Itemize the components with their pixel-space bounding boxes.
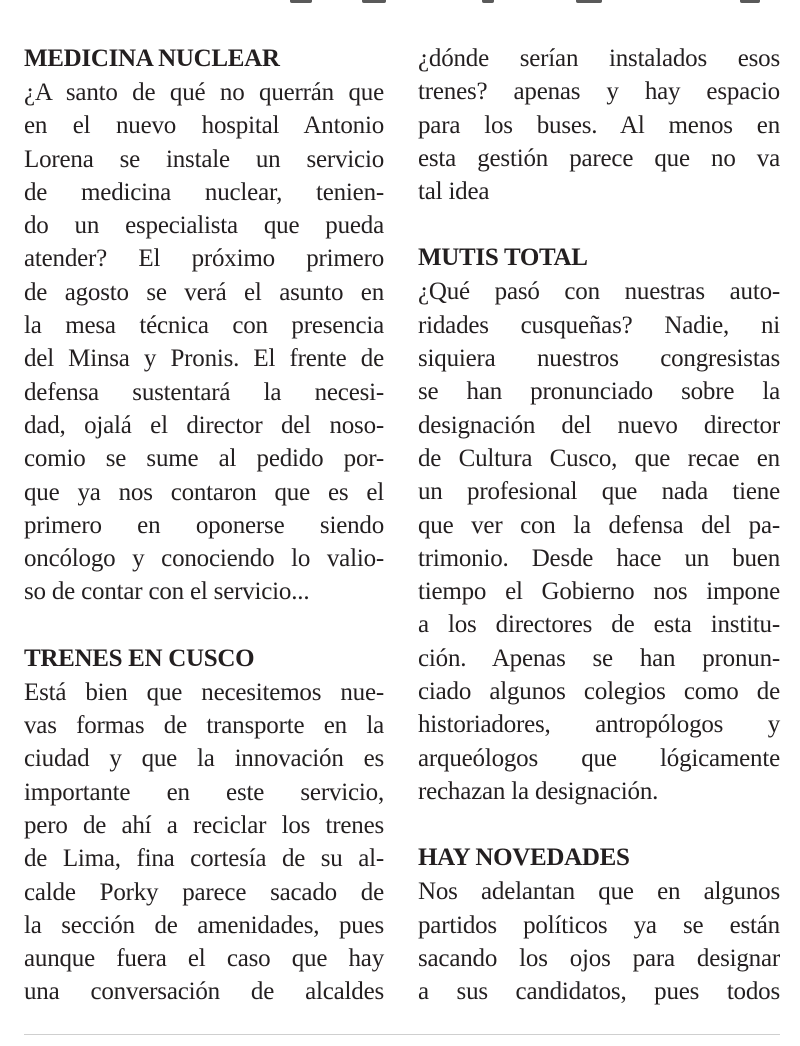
text-line: arqueólogos que lógicamente	[418, 744, 780, 772]
text-line: ¿dónde serían instalados esos	[418, 45, 780, 72]
crop-mark	[740, 0, 760, 3]
text-line: aunque fuera el caso que hay	[24, 945, 384, 973]
text-line: pero de ahí a reciclar los trenes	[24, 811, 384, 839]
section-heading: TRENES EN CUSCO	[24, 644, 255, 672]
section-body	[418, 275, 780, 808]
section-mutis-total	[418, 241, 780, 808]
text-line: dad, ojalá el director del noso-	[24, 411, 384, 439]
text-line: una conversación de alcaldes	[24, 978, 384, 1006]
crop-mark	[576, 0, 602, 3]
section-body	[418, 42, 780, 208]
left-column	[24, 42, 384, 1042]
text-line: de medicina nuclear, tenien-	[24, 178, 384, 206]
text-line: se han pronunciado sobre la	[418, 378, 780, 406]
text-line: ¿A santo de qué no querrán que	[24, 79, 384, 106]
text-line: trenes? apenas y hay espacio	[418, 78, 780, 106]
text-line: sacando los ojos para designar	[418, 944, 780, 972]
article-columns	[24, 42, 780, 1042]
text-line: de agosto se verá el asunto en	[24, 278, 384, 306]
text-line: a los directores de esta institu-	[418, 611, 780, 639]
text-line: Nos adelantan que en algunos	[418, 878, 780, 906]
text-line: partidos políticos ya se están	[418, 911, 780, 939]
section-body	[418, 875, 780, 1008]
section-hay-novedades	[418, 841, 780, 1008]
text-line: defensa sustentará la necesi-	[24, 378, 384, 406]
section-trenes-en-cusco	[24, 642, 384, 1009]
text-line: ciado algunos colegios como de	[418, 678, 780, 706]
section-heading: MUTIS TOTAL	[418, 244, 588, 272]
section-heading: HAY NOVEDADES	[418, 844, 630, 872]
text-line: del Minsa y Pronis. El frente de	[24, 345, 384, 373]
section-trenes-continued	[418, 42, 780, 208]
text-line: para los buses. Al menos en	[418, 111, 780, 139]
section-heading: MEDICINA NUCLEAR	[24, 45, 280, 72]
text-line: a sus candidatos, pues todos	[418, 978, 780, 1006]
text-line: ¿Qué pasó con nuestras auto-	[418, 278, 780, 306]
text-line: comio se sume al pedido por-	[24, 445, 384, 473]
text-line: de Cultura Cusco, que recae en	[418, 444, 780, 472]
text-line: atender? El próximo primero	[24, 245, 384, 273]
text-line: la sección de amenidades, pues	[24, 911, 384, 939]
text-line: primero en oponerse siendo	[24, 511, 384, 539]
text-line: que ya nos contaron que es el	[24, 478, 384, 506]
text-line: un profesional que nada tiene	[418, 478, 780, 506]
crop-mark	[482, 0, 494, 3]
text-line: ción. Apenas se han pronun-	[418, 644, 780, 672]
text-line: importante en este servicio,	[24, 778, 384, 806]
text-line: trimonio. Desde hace un buen	[418, 544, 780, 572]
text-line: ridades cusqueñas? Nadie, ni	[418, 311, 780, 339]
right-column	[418, 42, 780, 1042]
text-line: vas formas de transporte en la	[24, 712, 384, 740]
crop-mark	[362, 0, 386, 3]
text-line: so de contar con el servicio...	[24, 578, 310, 606]
section-medicina-nuclear	[24, 42, 384, 609]
text-line: en el nuevo hospital Antonio	[24, 112, 384, 140]
top-crop-marks	[0, 0, 800, 8]
text-line: la mesa técnica con presencia	[24, 312, 384, 340]
text-line: historiadores, antropólogos y	[418, 711, 780, 739]
text-line: tal idea	[418, 178, 490, 206]
crop-mark	[290, 0, 312, 3]
text-line: que ver con la defensa del pa-	[418, 511, 780, 539]
text-line: calde Porky parece sacado de	[24, 878, 384, 906]
text-line: do un especialista que pueda	[24, 212, 384, 240]
text-line: Está bien que necesitemos nue-	[24, 678, 384, 706]
text-line: oncólogo y conociendo lo valio-	[24, 545, 384, 573]
section-body	[24, 76, 384, 609]
text-line: Lorena se instale un servicio	[24, 145, 384, 173]
text-line: rechazan la designación.	[418, 777, 659, 805]
bottom-rule	[24, 1034, 780, 1035]
text-line: esta gestión parece que no va	[418, 144, 780, 172]
text-line: tiempo el Gobierno nos impone	[418, 578, 780, 606]
text-line: de Lima, fina cortesía de su al-	[24, 845, 384, 873]
text-line: designación del nuevo director	[418, 411, 780, 439]
text-line: siquiera nuestros congresistas	[418, 345, 780, 373]
text-line: ciudad y que la innovación es	[24, 745, 384, 773]
section-body	[24, 676, 384, 1009]
